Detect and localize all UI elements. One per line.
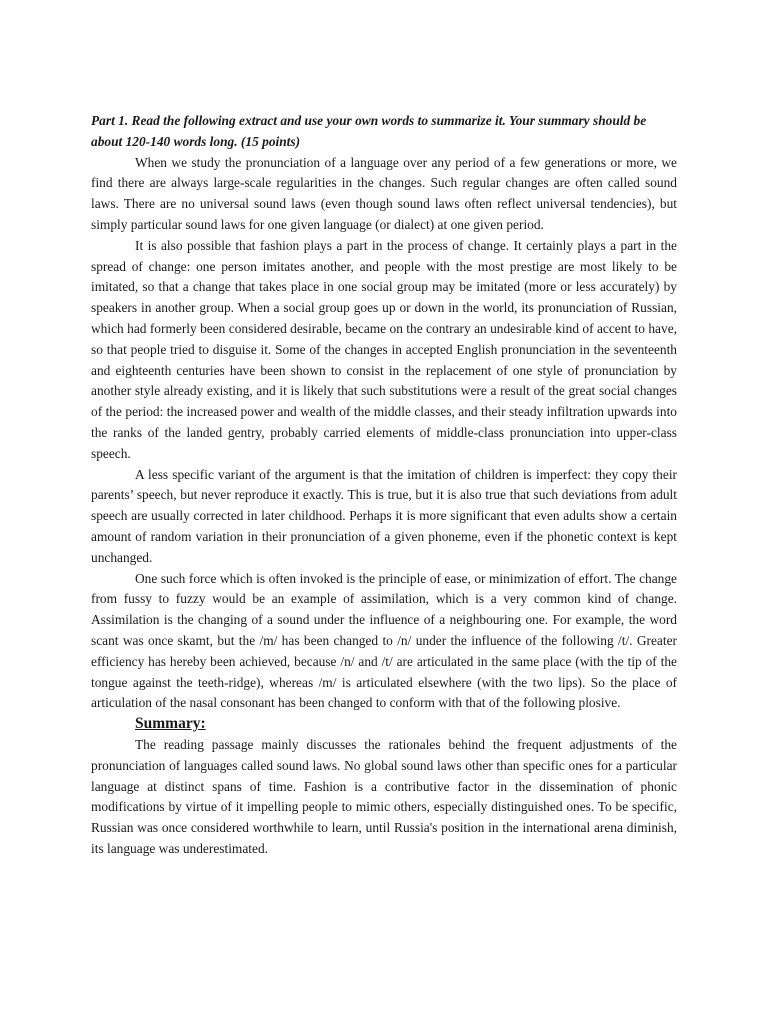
document-page (91, 111, 677, 860)
summary-heading: Summary: (135, 715, 206, 733)
task-heading: Part 1. Read the following extract and use your own words to summarize it. Your summary should be about 120-140 words long. (15 points) (91, 113, 647, 149)
extract-paragraph-2: It is also possible that fashion plays a part in the process of change. It certainly plays a part in the spread of change: one person imitates another, and people with the most prestige are most likely to be imitated, so that a change that takes place in one social group may be imitated (more or less accurately) by speakers in another group. When a social group goes up or down in the world, its pronunciation of Russian, which had formerly been considered desirable, became on the contrary an undesirable kind of accent to have, so that people tried to disguise it. Some of the changes in accepted English pronunciation in the seventeenth and eighteenth centuries have been shown to consist in the replacement of one style of pronunciation by another style already existing, and it is likely that such substitutions were a result of the great social changes of the period: the increased power and wealth of the middle classes, and their steady infiltration upwards into the ranks of the landed gentry, probably carried elements of middle-class pronunciation into upper-class speech. (91, 237, 677, 461)
summary-paragraph: The reading passage mainly discusses the rationales behind the frequent adjustments of the pronunciation of languages called sound laws. No global sound laws other than specific ones for a particular language at distinct spans of time. Fashion is a contributive factor in the dissemination of phonic modifications by virtue of it impelling people to mimic others, especially distinguished ones. To be specific, Russian was once considered worthwhile to learn, until Russia's position in the international arena diminish, its language was underestimated. (91, 736, 677, 856)
extract-paragraph-1: When we study the pronunciation of a language over any period of a few generations or more, we find there are always large-scale regularities in the changes. Such regular changes are often called sound laws. There are no universal sound laws (even though sound laws often reflect universal tendencies), but simply particular sound laws for one given language (or dialect) at one given period. (91, 154, 677, 232)
extract-paragraph-3: A less specific variant of the argument is that the imitation of children is imperfect: they copy their parents’ speech, but never reproduce it exactly. This is true, but it is also true that such deviations from adult speech are usually corrected in later childhood. Perhaps it is more significant that even adults show a certain amount of random variation in their pronunciation of a given phoneme, even if the phonetic context is kept unchanged. (91, 466, 677, 565)
extract-paragraph-4: One such force which is often invoked is the principle of ease, or minimization of effort. The change from fussy to fuzzy would be an example of assimilation, which is a very common kind of change. Assimilation is the changing of a sound under the influence of a neighbouring one. For example, the word scant was once skamt, but the /m/ has been changed to /n/ under the influence of the following /t/. Greater efficiency has hereby been achieved, because /n/ and /t/ are articulated in the same place (with the tip of the tongue against the teeth-ridge), whereas /m/ is articulated elsewhere (with the two lips). So the place of articulation of the nasal consonant has been changed to conform with that of the following plosive. (91, 570, 677, 711)
